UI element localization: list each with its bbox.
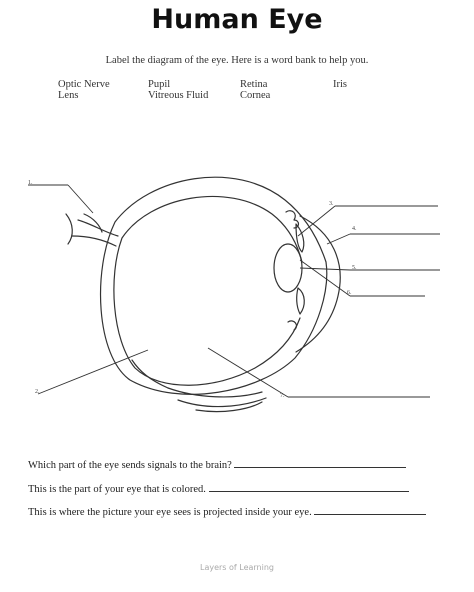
word-bank-item: Retina	[240, 79, 268, 90]
word-bank-item: Lens	[58, 90, 79, 101]
label-3: 3.	[329, 201, 334, 207]
label-6: 6.	[347, 290, 352, 296]
question-text: Which part of the eye sends signals to the brain?	[28, 460, 232, 471]
question-1	[28, 458, 406, 471]
instructions: Label the diagram of the eye. Here is a word bank to help you.	[105, 55, 369, 66]
word-bank-item: Iris	[333, 79, 347, 90]
word-bank-item: Vitreous Fluid	[148, 90, 209, 101]
label-5: 5.	[352, 265, 357, 271]
sclera-outline	[101, 177, 327, 394]
answer-blank[interactable]	[234, 458, 406, 468]
eye-muscle	[168, 388, 266, 412]
word-bank-item: Cornea	[240, 90, 271, 101]
lens-shape	[274, 244, 302, 292]
iris-lower	[297, 288, 305, 314]
question-3	[28, 505, 426, 518]
answer-blank[interactable]	[314, 505, 426, 515]
label-2: 2.	[35, 389, 40, 395]
question-2	[28, 482, 409, 495]
page-title: Human Eye	[151, 4, 323, 35]
word-bank-item: Pupil	[148, 79, 171, 90]
word-bank-item: Optic Nerve	[58, 79, 110, 90]
retina-outline	[114, 196, 302, 385]
question-text: This is where the picture your eye sees is projected inside your eye.	[28, 507, 312, 518]
eye-diagram	[0, 160, 474, 420]
label-7: 7.	[280, 393, 285, 399]
label-1: 1.	[28, 180, 33, 186]
question-text: This is the part of your eye that is colored.	[28, 484, 206, 495]
footer-credit: Layers of Learning	[200, 563, 274, 572]
optic-nerve	[72, 220, 118, 246]
answer-blank[interactable]	[209, 482, 409, 492]
label-4: 4.	[352, 226, 357, 232]
